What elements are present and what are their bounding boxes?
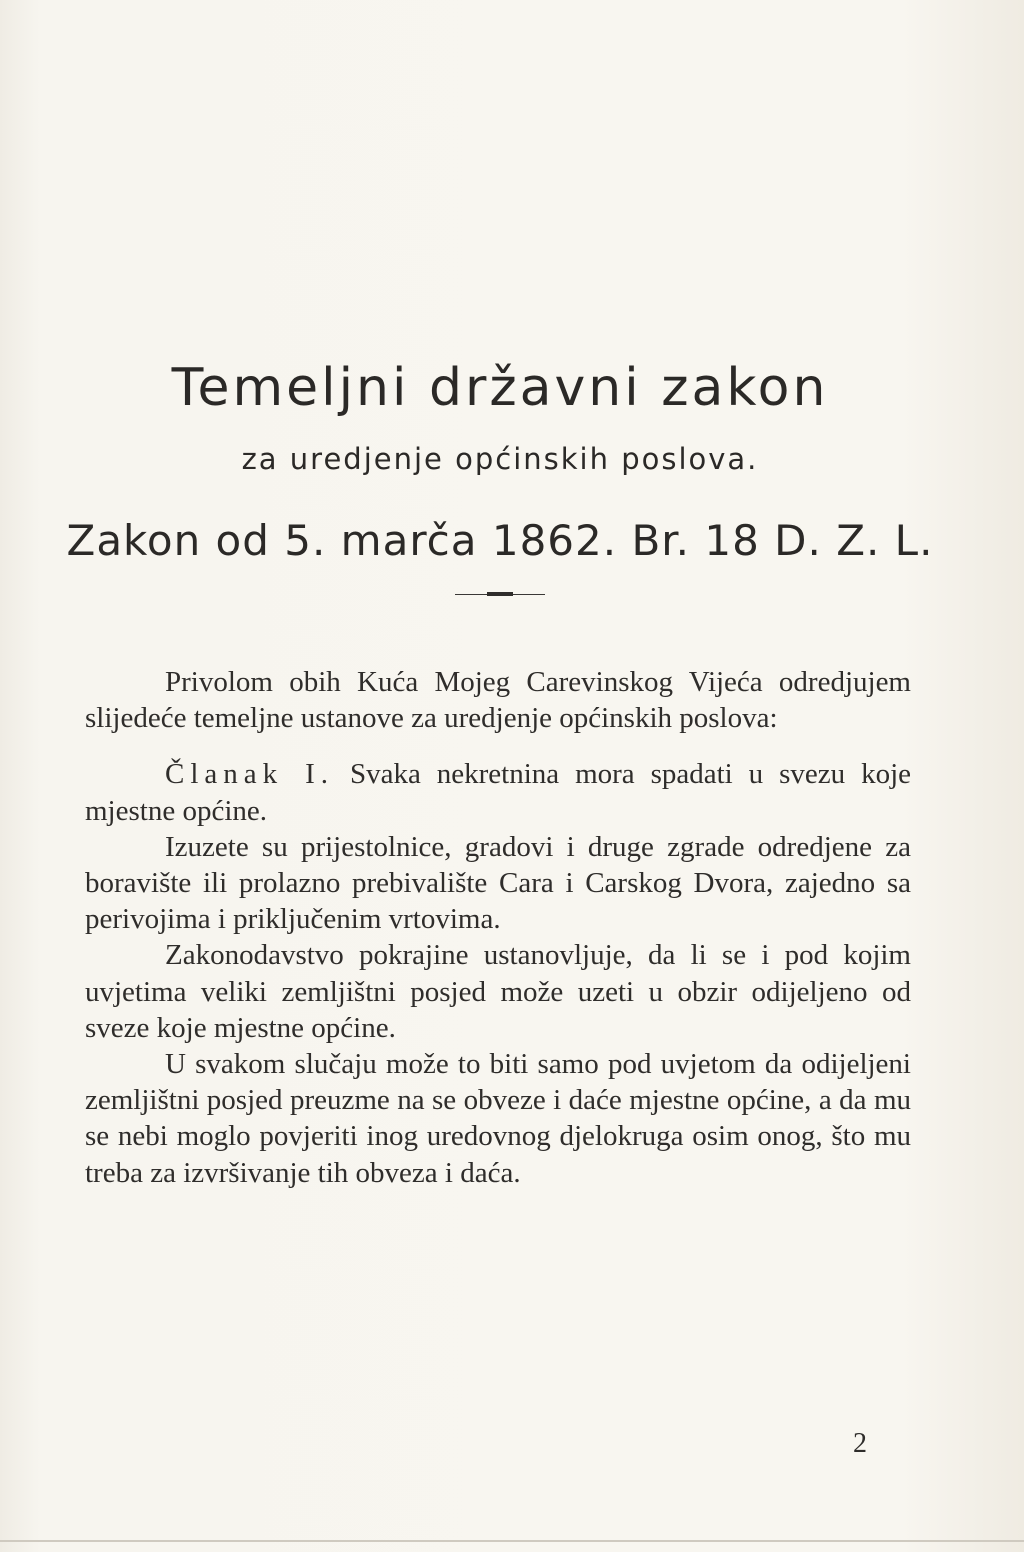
article-label: Članak I. [165,758,334,791]
article-text: Svaka nekretnina mora spadati u svezu koje mjestne općine. [85,758,911,827]
body-paragraph-3: Zakonodavstvo pokrajine ustanovljuje, da li se i pod kojim uvjetima veliki zemljištni posjed može uzeti u obzir odijeljeno od sveze koje mjestne općine. [85,939,911,1044]
body-paragraph-2: Izuzete su prijestolnice, gradovi i druge zgrade odredjene za boravište ili prolazno prebivalište Cara i Carskog Dvora, zajedno sa perivojima i priključenim vrtovima. [85,830,911,936]
document-body [85,664,911,1191]
page-bottom-edge [0,1540,1024,1542]
law-reference: Zakon od 5. marča 1862. Br. 18 D. Z. L. [66,516,934,565]
document-title: Temeljni državni zakon [171,358,829,418]
page-number: 2 [853,1428,867,1459]
document-subtitle: za uredjenje općinskih poslova. [241,442,759,476]
preamble-paragraph: Privolom obih Kuća Mojeg Carevinskog Vijeća odredjujem slijedeće temeljne ustanove za uredjenje općinskih poslova: [85,666,911,735]
body-paragraph-4: U svakom slučaju može to biti samo pod uvjetom da odijeljeni zemljištni posjed preuzme na se obveze i daće mjestne općine, a da mu se nebi moglo povjeriti inog uredovnog djelokruga osim onog, što mu treba za izvršivanje tih obveza i daća. [85,1048,911,1189]
divider-ornament [487,592,513,596]
article-paragraph [85,756,911,828]
